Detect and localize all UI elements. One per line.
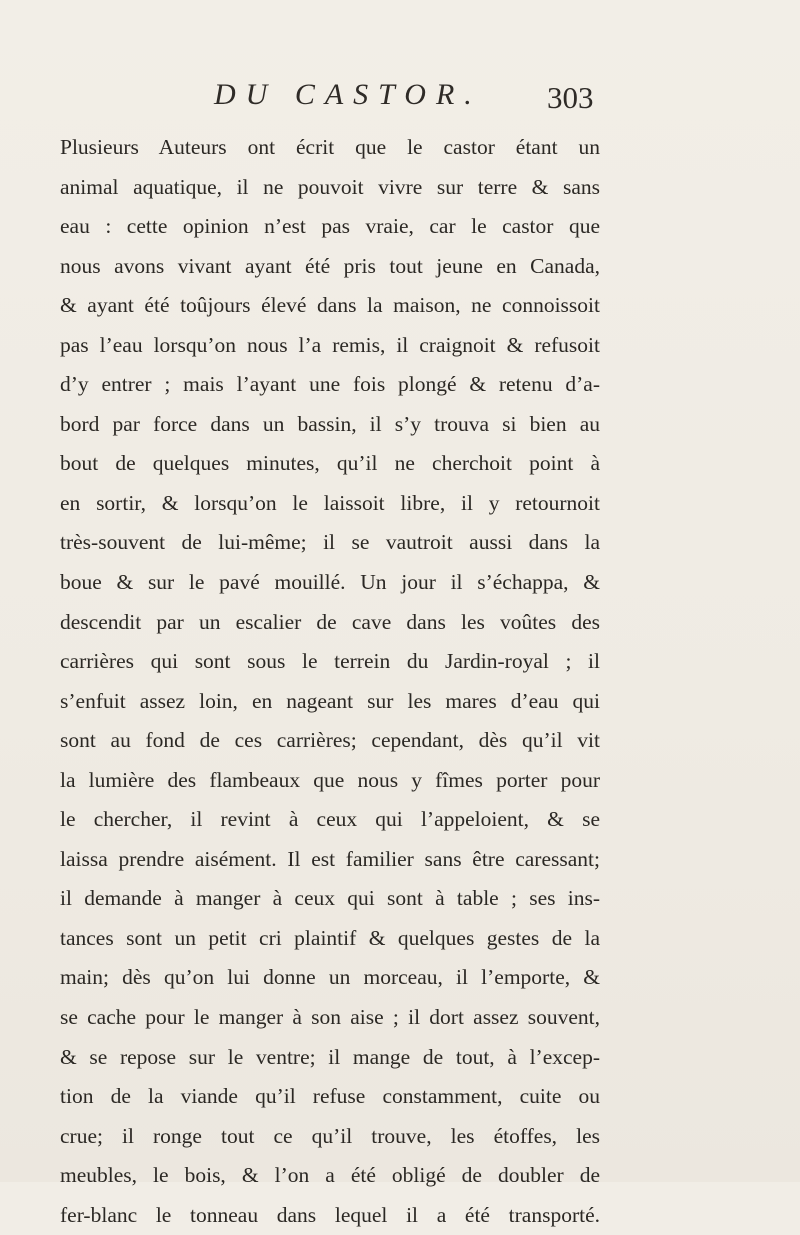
text-line: s’enfuit assez loin, en nageant sur les mares d’eau qui [60,688,600,713]
page-number: 303 [547,80,594,115]
text-line: pas l’eau lorsqu’on nous l’a remis, il craignoit & refusoit [60,332,600,357]
body-text [60,128,600,1235]
text-line: se cache pour le manger à son aise ; il dort assez souvent, [60,1005,600,1030]
text-line: très-souvent de lui-même; il se vautroit aussi dans la [60,530,600,555]
text-line: d’y entrer ; mais l’ayant une fois plongé & retenu d’a- [60,372,600,397]
text-line: fer-blanc le tonneau dans lequel il a été transporté. [60,1202,600,1227]
text-line: tion de la viande qu’il refuse constamment, cuite ou [60,1084,600,1109]
text-line: sont au fond de ces carrières; cependant, dès qu’il vit [60,728,600,753]
text-line: bout de quelques minutes, qu’il ne cherchoit point à [60,451,600,476]
text-line: le chercher, il revint à ceux qui l’appeloient, & se [60,807,600,832]
text-line: la lumière des flambeaux que nous y fîmes porter pour [60,767,600,792]
text-line: il demande à manger à ceux qui sont à table ; ses ins- [60,886,600,911]
text-line: descendit par un escalier de cave dans les voûtes des [60,609,600,634]
text-line: Plusieurs Auteurs ont écrit que le castor étant un [60,135,600,159]
text-line: meubles, le bois, & l’on a été obligé de doubler de [60,1163,600,1188]
text-line: tances sont un petit cri plaintif & quelques gestes de la [60,925,600,950]
text-line: crue; il ronge tout ce qu’il trouve, les étoffes, les [60,1123,600,1148]
text-line: & ayant été toûjours élevé dans la maison, ne connoissoit [60,293,600,318]
text-line: animal aquatique, il ne pouvoit vivre sur terre & sans [60,174,600,199]
text-line: boue & sur le pavé mouillé. Un jour il s’échappa, & [60,570,600,595]
text-line: nous avons vivant ayant été pris tout jeune en Canada, [60,253,600,278]
text-line: laissa prendre aisément. Il est familier sans être caressant; [60,846,600,871]
text-line: & se repose sur le ventre; il mange de tout, à l’excep- [60,1044,600,1069]
text-line: bord par force dans un bassin, il s’y trouva si bien au [60,411,600,436]
text-line: carrières qui sont sous le terrein du Jardin-royal ; il [60,649,600,674]
text-line: en sortir, & lorsqu’on le laissoit libre, il y retournoit [60,490,600,515]
text-line: main; dès qu’on lui donne un morceau, il l’emporte, & [60,965,600,990]
running-title: DU CASTOR. [214,78,482,111]
text-line: eau : cette opinion n’est pas vraie, car le castor que [60,214,600,239]
page-header [0,78,800,118]
